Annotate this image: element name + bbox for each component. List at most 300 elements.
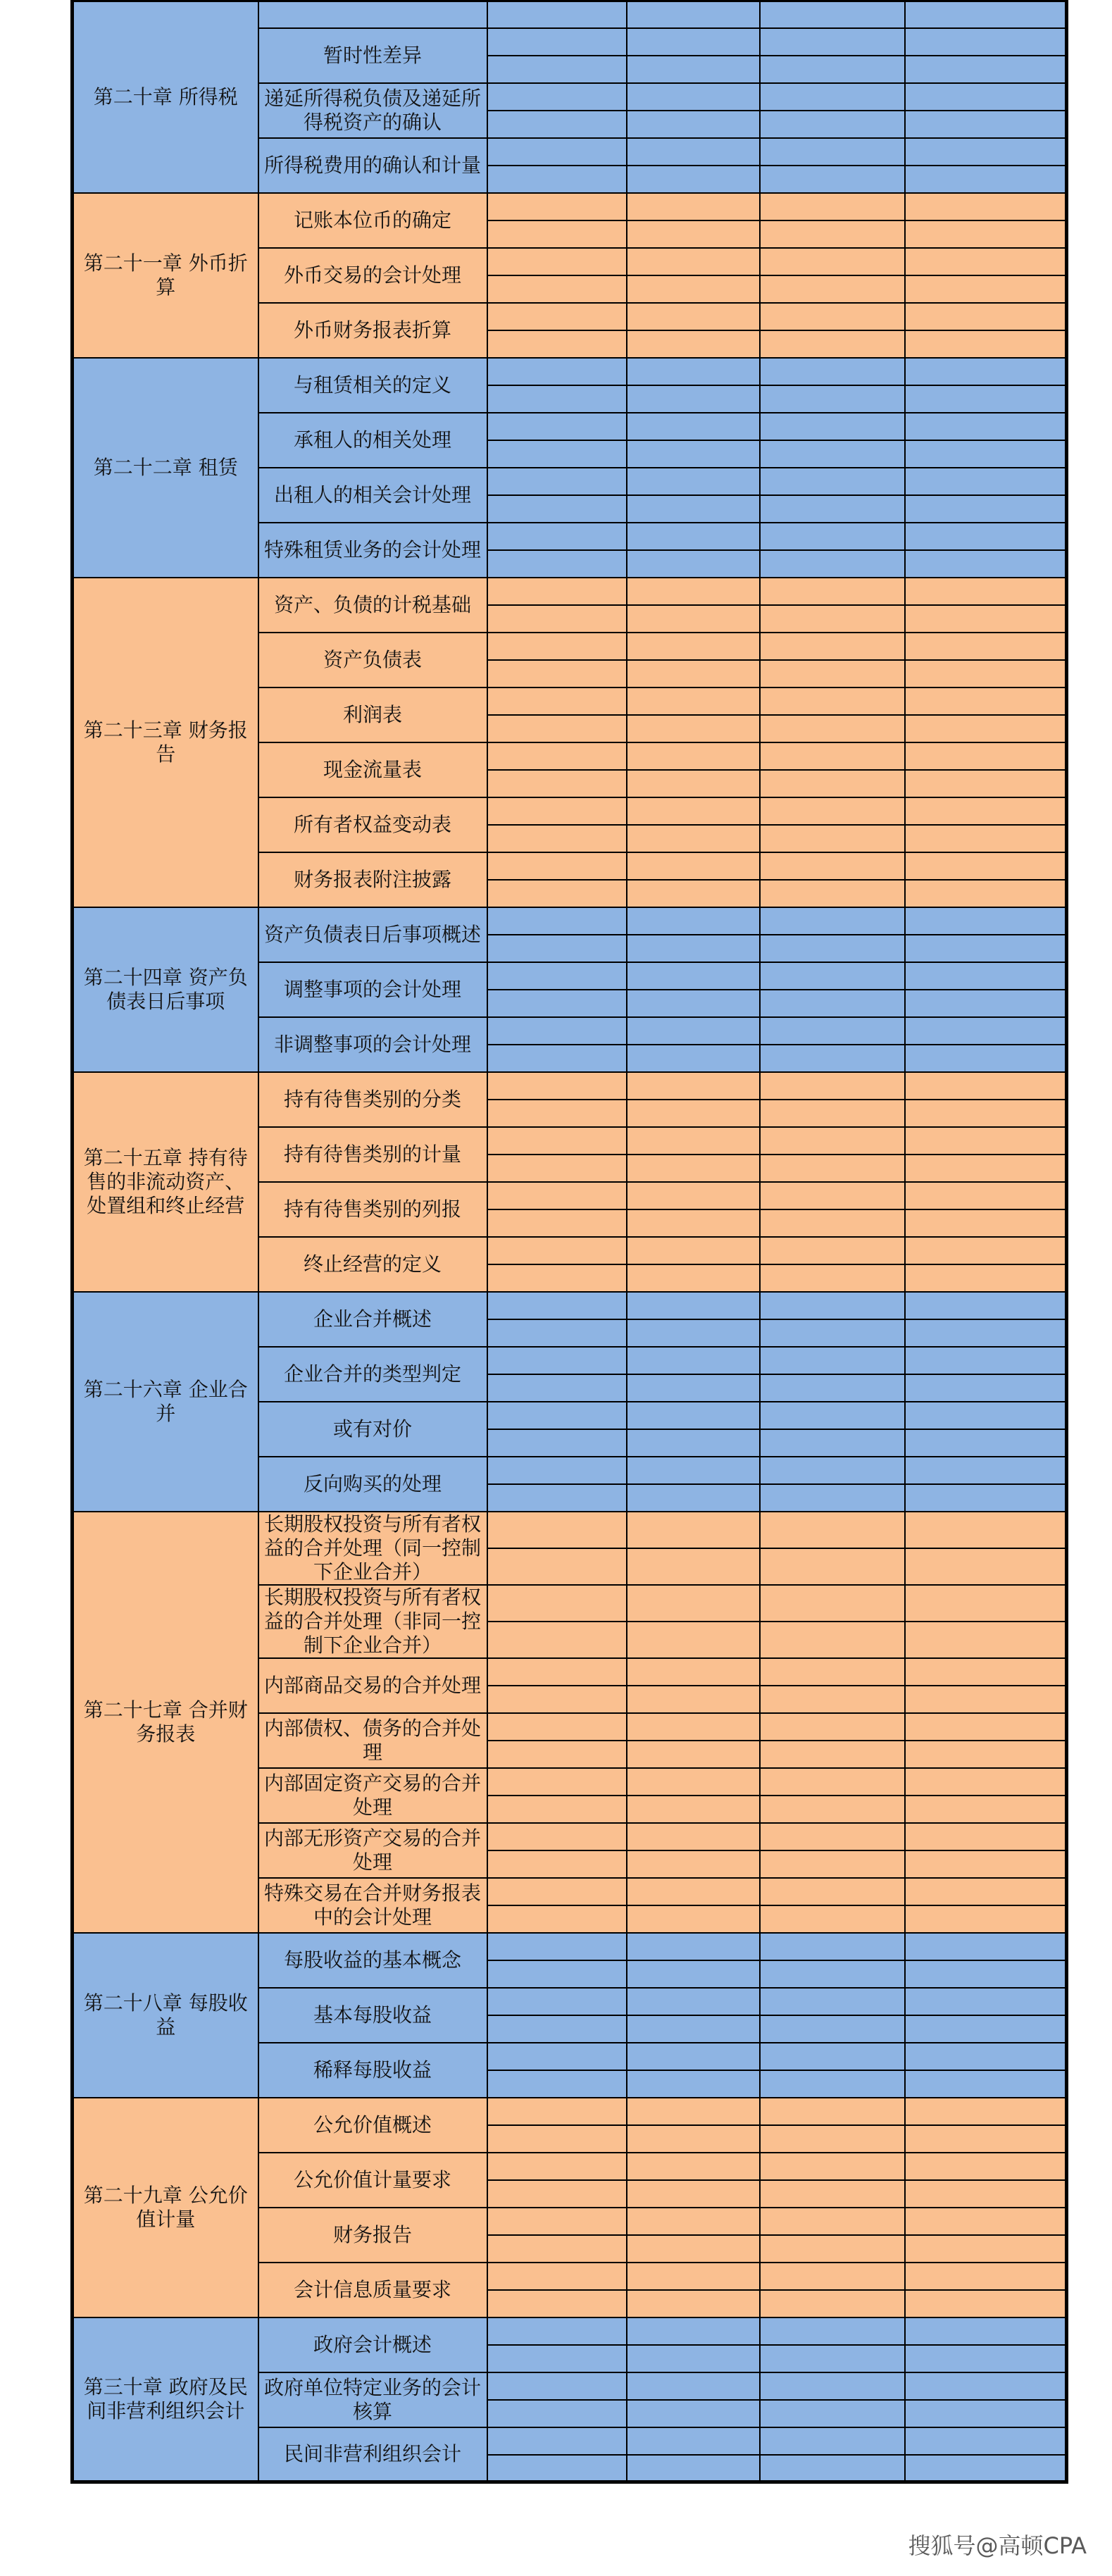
progress-cell[interactable] — [487, 111, 627, 138]
progress-cell[interactable] — [760, 1512, 905, 1548]
progress-cell[interactable] — [627, 1100, 760, 1127]
progress-cell[interactable] — [487, 275, 627, 303]
progress-cell[interactable] — [627, 468, 760, 495]
progress-cell[interactable] — [760, 2400, 905, 2427]
progress-cell[interactable] — [905, 111, 1067, 138]
progress-cell[interactable] — [627, 413, 760, 440]
chapter-cell[interactable]: 第二十九章 公允价值计量 — [73, 2098, 258, 2317]
progress-cell[interactable] — [487, 2263, 627, 2290]
progress-cell[interactable] — [905, 2015, 1067, 2043]
progress-cell[interactable] — [627, 1585, 760, 1622]
section-cell[interactable]: 终止经营的定义 — [258, 1237, 487, 1292]
section-cell[interactable]: 外币财务报表折算 — [258, 303, 487, 358]
progress-cell[interactable] — [487, 550, 627, 578]
progress-cell[interactable] — [487, 220, 627, 248]
progress-cell[interactable] — [905, 1658, 1067, 1686]
chapter-cell[interactable]: 第二十五章 持有待售的非流动资产、处置组和终止经营 — [73, 1072, 258, 1292]
progress-cell[interactable] — [487, 468, 627, 495]
section-cell[interactable]: 公允价值计量要求 — [258, 2153, 487, 2208]
progress-cell[interactable] — [487, 166, 627, 193]
progress-cell[interactable] — [760, 578, 905, 605]
progress-cell[interactable] — [627, 880, 760, 907]
progress-cell[interactable] — [487, 1933, 627, 1960]
section-cell[interactable]: 基本每股收益 — [258, 1988, 487, 2043]
progress-cell[interactable] — [627, 1548, 760, 1585]
progress-cell[interactable] — [487, 248, 627, 275]
progress-cell[interactable] — [905, 1823, 1067, 1850]
progress-cell[interactable] — [487, 1045, 627, 1072]
section-cell[interactable]: 民间非营利组织会计 — [258, 2427, 487, 2482]
section-cell[interactable]: 资产负债表 — [258, 633, 487, 687]
progress-cell[interactable] — [905, 1182, 1067, 1209]
progress-cell[interactable] — [627, 715, 760, 742]
progress-cell[interactable] — [627, 1905, 760, 1933]
progress-cell[interactable] — [905, 2427, 1067, 2455]
progress-cell[interactable] — [487, 797, 627, 825]
section-cell[interactable]: 所得税费用的确认和计量 — [258, 138, 487, 193]
progress-cell[interactable] — [905, 1, 1067, 28]
progress-cell[interactable] — [905, 1045, 1067, 1072]
progress-cell[interactable] — [905, 1622, 1067, 1658]
section-cell[interactable]: 政府会计概述 — [258, 2317, 487, 2372]
progress-cell[interactable] — [905, 1100, 1067, 1127]
progress-cell[interactable] — [760, 1100, 905, 1127]
progress-cell[interactable] — [487, 1768, 627, 1796]
progress-cell[interactable] — [627, 1512, 760, 1548]
progress-cell[interactable] — [627, 2153, 760, 2180]
progress-cell[interactable] — [487, 1402, 627, 1429]
progress-cell[interactable] — [905, 1072, 1067, 1100]
progress-cell[interactable] — [487, 1658, 627, 1686]
progress-cell[interactable] — [627, 1264, 760, 1292]
progress-cell[interactable] — [627, 1045, 760, 1072]
progress-cell[interactable] — [905, 1878, 1067, 1905]
progress-cell[interactable] — [905, 166, 1067, 193]
progress-cell[interactable] — [627, 605, 760, 633]
progress-cell[interactable] — [487, 1960, 627, 1988]
progress-cell[interactable] — [627, 2043, 760, 2070]
chapter-cell[interactable]: 第二十三章 财务报告 — [73, 578, 258, 907]
progress-cell[interactable] — [760, 111, 905, 138]
progress-cell[interactable] — [487, 962, 627, 990]
progress-cell[interactable] — [760, 83, 905, 111]
progress-cell[interactable] — [627, 1237, 760, 1264]
progress-cell[interactable] — [627, 358, 760, 385]
progress-cell[interactable] — [627, 248, 760, 275]
progress-cell[interactable] — [487, 2153, 627, 2180]
section-cell[interactable]: 非调整事项的会计处理 — [258, 1017, 487, 1072]
progress-cell[interactable] — [627, 56, 760, 83]
progress-cell[interactable] — [760, 248, 905, 275]
progress-cell[interactable] — [627, 1484, 760, 1512]
progress-cell[interactable] — [905, 1512, 1067, 1548]
progress-cell[interactable] — [627, 2098, 760, 2125]
section-cell[interactable]: 特殊租赁业务的会计处理 — [258, 523, 487, 578]
progress-cell[interactable] — [487, 1622, 627, 1658]
progress-cell[interactable] — [905, 2043, 1067, 2070]
chapter-cell[interactable]: 第三十章 政府及民间非营利组织会计 — [73, 2317, 258, 2482]
progress-cell[interactable] — [905, 358, 1067, 385]
progress-cell[interactable] — [905, 742, 1067, 770]
progress-cell[interactable] — [760, 1878, 905, 1905]
progress-cell[interactable] — [905, 1319, 1067, 1347]
section-cell[interactable]: 或有对价 — [258, 1402, 487, 1457]
progress-cell[interactable] — [627, 1658, 760, 1686]
progress-cell[interactable] — [487, 2070, 627, 2098]
progress-cell[interactable] — [487, 1429, 627, 1457]
progress-cell[interactable] — [905, 248, 1067, 275]
progress-cell[interactable] — [487, 1347, 627, 1374]
progress-cell[interactable] — [760, 770, 905, 797]
progress-cell[interactable] — [487, 2290, 627, 2317]
section-cell[interactable]: 递延所得税负债及递延所得税资产的确认 — [258, 83, 487, 138]
progress-cell[interactable] — [627, 83, 760, 111]
section-cell[interactable]: 每股收益的基本概念 — [258, 1933, 487, 1988]
progress-cell[interactable] — [760, 1658, 905, 1686]
progress-cell[interactable] — [905, 2235, 1067, 2263]
progress-cell[interactable] — [487, 715, 627, 742]
progress-cell[interactable] — [487, 770, 627, 797]
progress-cell[interactable] — [760, 1484, 905, 1512]
chapter-cell[interactable]: 第二十八章 每股收益 — [73, 1933, 258, 2098]
progress-cell[interactable] — [760, 2043, 905, 2070]
progress-cell[interactable] — [760, 2098, 905, 2125]
progress-cell[interactable] — [905, 1237, 1067, 1264]
progress-cell[interactable] — [905, 962, 1067, 990]
progress-cell[interactable] — [627, 2345, 760, 2372]
progress-cell[interactable] — [627, 193, 760, 220]
progress-cell[interactable] — [760, 1585, 905, 1622]
progress-cell[interactable] — [487, 1686, 627, 1713]
progress-cell[interactable] — [487, 633, 627, 660]
progress-cell[interactable] — [487, 852, 627, 880]
progress-cell[interactable] — [627, 1796, 760, 1823]
progress-cell[interactable] — [487, 2317, 627, 2345]
progress-cell[interactable] — [905, 605, 1067, 633]
progress-cell[interactable] — [760, 2180, 905, 2208]
progress-cell[interactable] — [760, 495, 905, 523]
progress-cell[interactable] — [760, 56, 905, 83]
progress-cell[interactable] — [627, 2427, 760, 2455]
progress-cell[interactable] — [487, 83, 627, 111]
progress-cell[interactable] — [760, 605, 905, 633]
section-cell[interactable]: 长期股权投资与所有者权益的合并处理（同一控制下企业合并） — [258, 1512, 487, 1585]
progress-cell[interactable] — [627, 303, 760, 330]
progress-cell[interactable] — [760, 907, 905, 935]
progress-cell[interactable] — [627, 1319, 760, 1347]
progress-cell[interactable] — [627, 1686, 760, 1713]
progress-cell[interactable] — [487, 1182, 627, 1209]
progress-cell[interactable] — [760, 1017, 905, 1045]
progress-cell[interactable] — [905, 550, 1067, 578]
progress-cell[interactable] — [627, 385, 760, 413]
progress-cell[interactable] — [487, 2043, 627, 2070]
progress-cell[interactable] — [760, 2125, 905, 2153]
progress-cell[interactable] — [627, 907, 760, 935]
progress-cell[interactable] — [760, 275, 905, 303]
progress-cell[interactable] — [905, 1484, 1067, 1512]
progress-cell[interactable] — [905, 303, 1067, 330]
progress-cell[interactable] — [905, 825, 1067, 852]
progress-cell[interactable] — [627, 550, 760, 578]
progress-cell[interactable] — [627, 275, 760, 303]
progress-cell[interactable] — [760, 1072, 905, 1100]
progress-cell[interactable] — [905, 770, 1067, 797]
progress-cell[interactable] — [760, 1741, 905, 1768]
progress-cell[interactable] — [627, 742, 760, 770]
progress-cell[interactable] — [760, 852, 905, 880]
section-cell[interactable]: 暂时性差异 — [258, 28, 487, 83]
progress-cell[interactable] — [487, 358, 627, 385]
progress-cell[interactable] — [627, 1347, 760, 1374]
progress-cell[interactable] — [760, 1457, 905, 1484]
progress-cell[interactable] — [905, 2290, 1067, 2317]
section-cell[interactable]: 财务报告 — [258, 2208, 487, 2263]
progress-cell[interactable] — [627, 1209, 760, 1237]
section-cell[interactable]: 财务报表附注披露 — [258, 852, 487, 907]
progress-cell[interactable] — [627, 1850, 760, 1878]
section-cell[interactable]: 出租人的相关会计处理 — [258, 468, 487, 523]
progress-cell[interactable] — [627, 1155, 760, 1182]
progress-cell[interactable] — [627, 2070, 760, 2098]
progress-cell[interactable] — [487, 1292, 627, 1319]
progress-cell[interactable] — [760, 413, 905, 440]
chapter-cell[interactable]: 第二十七章 合并财务报表 — [73, 1512, 258, 1933]
progress-cell[interactable] — [627, 1988, 760, 2015]
progress-cell[interactable] — [760, 2455, 905, 2482]
progress-cell[interactable] — [627, 166, 760, 193]
progress-cell[interactable] — [905, 523, 1067, 550]
chapter-cell[interactable]: 第二十六章 企业合并 — [73, 1292, 258, 1512]
section-cell[interactable]: 持有待售类别的计量 — [258, 1127, 487, 1182]
progress-cell[interactable] — [760, 2208, 905, 2235]
progress-cell[interactable] — [905, 1017, 1067, 1045]
progress-cell[interactable] — [487, 825, 627, 852]
section-cell[interactable]: 企业合并的类型判定 — [258, 1347, 487, 1402]
progress-cell[interactable] — [905, 275, 1067, 303]
progress-cell[interactable] — [627, 1182, 760, 1209]
progress-cell[interactable] — [760, 1347, 905, 1374]
progress-cell[interactable] — [905, 138, 1067, 166]
progress-cell[interactable] — [905, 2070, 1067, 2098]
progress-cell[interactable] — [760, 825, 905, 852]
progress-cell[interactable] — [760, 1319, 905, 1347]
progress-cell[interactable] — [760, 1402, 905, 1429]
progress-cell[interactable] — [627, 1127, 760, 1155]
section-cell[interactable]: 现金流量表 — [258, 742, 487, 797]
progress-cell[interactable] — [905, 1850, 1067, 1878]
progress-cell[interactable] — [627, 770, 760, 797]
progress-cell[interactable] — [905, 2345, 1067, 2372]
progress-cell[interactable] — [760, 1045, 905, 1072]
progress-cell[interactable] — [760, 1548, 905, 1585]
progress-cell[interactable] — [905, 1457, 1067, 1484]
progress-cell[interactable] — [760, 440, 905, 468]
progress-cell[interactable] — [487, 2208, 627, 2235]
progress-cell[interactable] — [627, 1457, 760, 1484]
section-cell[interactable]: 公允价值概述 — [258, 2098, 487, 2153]
progress-cell[interactable] — [627, 1622, 760, 1658]
progress-cell[interactable] — [905, 990, 1067, 1017]
section-cell[interactable]: 持有待售类别的列报 — [258, 1182, 487, 1237]
progress-cell[interactable] — [905, 1127, 1067, 1155]
progress-cell[interactable] — [627, 1768, 760, 1796]
progress-cell[interactable] — [905, 2400, 1067, 2427]
progress-cell[interactable] — [905, 1548, 1067, 1585]
progress-cell[interactable] — [905, 413, 1067, 440]
progress-cell[interactable] — [627, 797, 760, 825]
progress-cell[interactable] — [627, 2372, 760, 2400]
progress-cell[interactable] — [905, 1933, 1067, 1960]
progress-cell[interactable] — [760, 166, 905, 193]
progress-cell[interactable] — [760, 1768, 905, 1796]
progress-cell[interactable] — [760, 1429, 905, 1457]
progress-cell[interactable] — [905, 578, 1067, 605]
progress-cell[interactable] — [627, 2290, 760, 2317]
progress-cell[interactable] — [487, 1374, 627, 1402]
progress-cell[interactable] — [627, 523, 760, 550]
progress-cell[interactable] — [627, 1823, 760, 1850]
progress-cell[interactable] — [627, 1878, 760, 1905]
section-cell[interactable] — [258, 1, 487, 28]
progress-cell[interactable] — [487, 1209, 627, 1237]
progress-cell[interactable] — [487, 1484, 627, 1512]
progress-cell[interactable] — [760, 1933, 905, 1960]
progress-cell[interactable] — [905, 468, 1067, 495]
progress-cell[interactable] — [905, 852, 1067, 880]
progress-cell[interactable] — [760, 962, 905, 990]
progress-cell[interactable] — [627, 111, 760, 138]
progress-cell[interactable] — [627, 2208, 760, 2235]
section-cell[interactable]: 承租人的相关处理 — [258, 413, 487, 468]
progress-cell[interactable] — [905, 1347, 1067, 1374]
section-cell[interactable]: 资产负债表日后事项概述 — [258, 907, 487, 962]
progress-cell[interactable] — [905, 1429, 1067, 1457]
progress-cell[interactable] — [487, 2098, 627, 2125]
progress-cell[interactable] — [487, 330, 627, 358]
progress-cell[interactable] — [627, 1713, 760, 1741]
progress-cell[interactable] — [905, 2180, 1067, 2208]
progress-cell[interactable] — [760, 1988, 905, 2015]
progress-cell[interactable] — [627, 2015, 760, 2043]
progress-cell[interactable] — [487, 1585, 627, 1622]
progress-cell[interactable] — [627, 2400, 760, 2427]
progress-cell[interactable] — [627, 1, 760, 28]
progress-cell[interactable] — [760, 1960, 905, 1988]
progress-cell[interactable] — [905, 495, 1067, 523]
progress-cell[interactable] — [487, 1512, 627, 1548]
progress-cell[interactable] — [760, 2427, 905, 2455]
progress-cell[interactable] — [760, 1155, 905, 1182]
progress-cell[interactable] — [760, 2015, 905, 2043]
section-cell[interactable]: 所有者权益变动表 — [258, 797, 487, 852]
progress-cell[interactable] — [905, 1402, 1067, 1429]
progress-cell[interactable] — [905, 1209, 1067, 1237]
progress-cell[interactable] — [487, 1796, 627, 1823]
progress-cell[interactable] — [760, 2290, 905, 2317]
progress-cell[interactable] — [627, 687, 760, 715]
progress-cell[interactable] — [905, 1292, 1067, 1319]
progress-cell[interactable] — [760, 1374, 905, 1402]
progress-cell[interactable] — [905, 2125, 1067, 2153]
progress-cell[interactable] — [487, 1155, 627, 1182]
progress-cell[interactable] — [487, 2125, 627, 2153]
progress-cell[interactable] — [627, 660, 760, 687]
progress-cell[interactable] — [487, 880, 627, 907]
progress-cell[interactable] — [760, 1686, 905, 1713]
progress-cell[interactable] — [627, 962, 760, 990]
progress-cell[interactable] — [905, 220, 1067, 248]
progress-cell[interactable] — [627, 935, 760, 962]
progress-cell[interactable] — [487, 1, 627, 28]
progress-cell[interactable] — [905, 1585, 1067, 1622]
progress-cell[interactable] — [760, 193, 905, 220]
chapter-cell[interactable]: 第二十四章 资产负债表日后事项 — [73, 907, 258, 1072]
progress-cell[interactable] — [627, 1072, 760, 1100]
progress-cell[interactable] — [905, 28, 1067, 56]
section-cell[interactable]: 企业合并概述 — [258, 1292, 487, 1347]
progress-cell[interactable] — [487, 193, 627, 220]
section-cell[interactable]: 内部商品交易的合并处理 — [258, 1658, 487, 1713]
progress-cell[interactable] — [487, 935, 627, 962]
progress-cell[interactable] — [760, 1127, 905, 1155]
progress-cell[interactable] — [627, 2180, 760, 2208]
progress-cell[interactable] — [487, 1878, 627, 1905]
section-cell[interactable]: 记账本位币的确定 — [258, 193, 487, 248]
progress-cell[interactable] — [627, 2125, 760, 2153]
progress-cell[interactable] — [627, 1402, 760, 1429]
progress-cell[interactable] — [905, 83, 1067, 111]
progress-cell[interactable] — [487, 2015, 627, 2043]
progress-cell[interactable] — [487, 303, 627, 330]
progress-cell[interactable] — [905, 1686, 1067, 1713]
progress-cell[interactable] — [905, 1264, 1067, 1292]
progress-cell[interactable] — [905, 2263, 1067, 2290]
section-cell[interactable]: 内部固定资产交易的合并处理 — [258, 1768, 487, 1823]
progress-cell[interactable] — [627, 633, 760, 660]
progress-cell[interactable] — [905, 56, 1067, 83]
progress-cell[interactable] — [760, 633, 905, 660]
progress-cell[interactable] — [487, 1072, 627, 1100]
progress-cell[interactable] — [760, 1292, 905, 1319]
progress-cell[interactable] — [487, 1741, 627, 1768]
progress-cell[interactable] — [487, 1237, 627, 1264]
progress-cell[interactable] — [627, 1374, 760, 1402]
progress-cell[interactable] — [760, 330, 905, 358]
progress-cell[interactable] — [905, 935, 1067, 962]
section-cell[interactable]: 反向购买的处理 — [258, 1457, 487, 1512]
progress-cell[interactable] — [627, 138, 760, 166]
progress-cell[interactable] — [627, 1429, 760, 1457]
section-cell[interactable]: 会计信息质量要求 — [258, 2263, 487, 2317]
progress-cell[interactable] — [487, 28, 627, 56]
progress-cell[interactable] — [905, 687, 1067, 715]
progress-cell[interactable] — [760, 1713, 905, 1741]
progress-cell[interactable] — [760, 358, 905, 385]
progress-cell[interactable] — [627, 1741, 760, 1768]
progress-cell[interactable] — [627, 990, 760, 1017]
progress-cell[interactable] — [487, 385, 627, 413]
progress-cell[interactable] — [905, 1768, 1067, 1796]
progress-cell[interactable] — [487, 660, 627, 687]
progress-cell[interactable] — [487, 2372, 627, 2400]
progress-cell[interactable] — [487, 1988, 627, 2015]
progress-cell[interactable] — [487, 742, 627, 770]
progress-cell[interactable] — [627, 495, 760, 523]
chapter-cell[interactable]: 第二十章 所得税 — [73, 1, 258, 193]
progress-cell[interactable] — [627, 1933, 760, 1960]
progress-cell[interactable] — [487, 495, 627, 523]
